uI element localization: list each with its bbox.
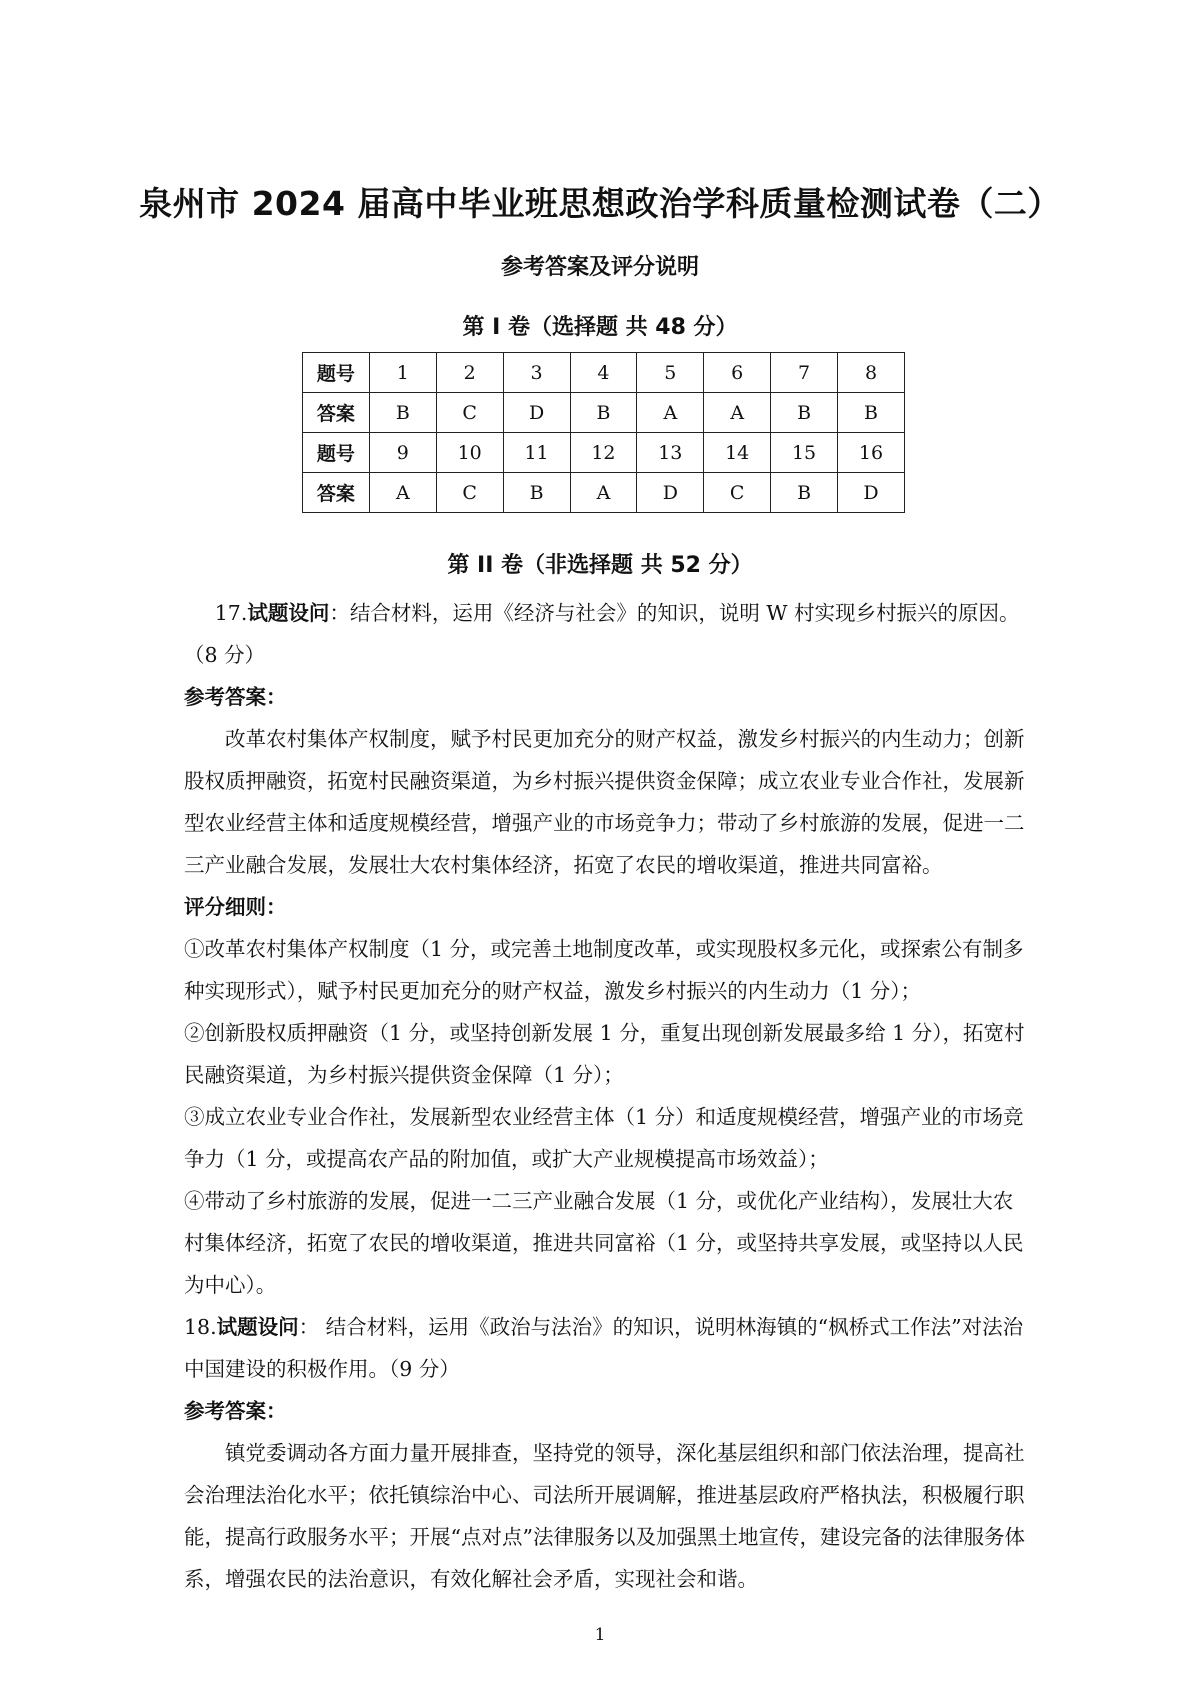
q18-text: ： 结合材料，运用《政治与法治》的知识，说明林海镇的“枫桥式工作法”对法治中国建设的积极作用。（9 分） — [184, 1315, 1024, 1381]
table-row — [303, 393, 905, 433]
table-row — [303, 473, 905, 513]
answer-cell: A — [570, 473, 637, 513]
part2-heading: 第 II 卷（非选择题 共 52 分） — [447, 553, 753, 578]
answer-cell: C — [436, 393, 503, 433]
answer-cell: B — [369, 393, 436, 433]
question-number-cell: 15 — [771, 433, 838, 473]
q18-label: 试题设问 — [216, 1315, 299, 1339]
q17-answer: 改革农村集体产权制度，赋予村民更加充分的财产权益，激发乡村振兴的内生动力；创新股权质押融资，拓宽村民融资渠道，为乡村振兴提供资金保障；成立农业专业合作社，发展新型农业经营主体和适度规模经营，增强产业的市场竞争力；带动了乡村旅游的发展，促进一二三产业融合发展，发展壮大农村集体经济，拓宽了农民的增收渠道，推进共同富裕。 — [184, 727, 1025, 877]
answer-table — [302, 352, 905, 513]
answer-content — [184, 592, 1032, 1600]
question-number-cell: 2 — [436, 353, 503, 393]
answer-cell: A — [704, 393, 771, 433]
question-number-cell: 3 — [503, 353, 570, 393]
question-number-cell: 7 — [771, 353, 838, 393]
answer-cell: B — [838, 393, 905, 433]
row-label: 题号 — [303, 433, 370, 473]
q17-label: 试题设问 — [247, 601, 330, 625]
table-row — [303, 433, 905, 473]
answer-cell: C — [704, 473, 771, 513]
q17-answer-heading: 参考答案： — [184, 685, 287, 709]
answer-cell: B — [503, 473, 570, 513]
question-number-cell: 8 — [838, 353, 905, 393]
question-number-cell: 4 — [570, 353, 637, 393]
question-number-cell: 5 — [637, 353, 704, 393]
row-label: 答案 — [303, 473, 370, 513]
answer-cell: C — [436, 473, 503, 513]
q17-scoring-item: ④带动了乡村旅游的发展，促进一二三产业融合发展（1 分，或优化产业结构），发展壮大农村集体经济，拓宽了农民的增收渠道，推进共同富裕（1 分，或坚持共享发展，或坚持以人民为中心）。 — [184, 1189, 1024, 1297]
q17-number: 17. — [214, 601, 248, 625]
question-number-cell: 16 — [838, 433, 905, 473]
document-title: 泉州市 2024 届高中毕业班思想政治学科质量检测试卷（二） — [139, 184, 1061, 223]
answer-cell: A — [369, 473, 436, 513]
q18-number: 18. — [184, 1315, 217, 1339]
part1-heading: 第 I 卷（选择题 共 48 分） — [462, 315, 738, 340]
answer-cell: D — [838, 473, 905, 513]
question-number-cell: 9 — [369, 433, 436, 473]
answer-cell: D — [503, 393, 570, 433]
q18-answer-heading: 参考答案： — [184, 1399, 287, 1423]
answer-cell: B — [771, 393, 838, 433]
question-number-cell: 6 — [704, 353, 771, 393]
answer-cell: D — [637, 473, 704, 513]
question-number-cell: 10 — [436, 433, 503, 473]
question-number-cell: 14 — [704, 433, 771, 473]
q17-text: ：结合材料，运用《经济与社会》的知识，说明 W 村实现乡村振兴的原因。（8 分） — [184, 601, 1020, 667]
answer-cell: A — [637, 393, 704, 433]
answer-cell: B — [771, 473, 838, 513]
q18-answer: 镇党委调动各方面力量开展排查，坚持党的领导，深化基层组织和部门依法治理，提高社会治理法治化水平；依托镇综治中心、司法所开展调解，推进基层政府严格执法，积极履行职能，提高行政服务水平；开展“点对点”法律服务以及加强黑土地宣传，建设完备的法律服务体系，增强农民的法治意识，有效化解社会矛盾，实现社会和谐。 — [184, 1441, 1025, 1591]
q17-scoring-heading: 评分细则： — [184, 895, 287, 919]
question-number-cell: 1 — [369, 353, 436, 393]
row-label: 题号 — [303, 353, 370, 393]
answer-cell: B — [570, 393, 637, 433]
question-number-cell: 13 — [637, 433, 704, 473]
question-number-cell: 11 — [503, 433, 570, 473]
q17-scoring-item: ③成立农业专业合作社，发展新型农业经营主体（1 分）和适度规模经营，增强产业的市场竞争力（1 分，或提高农产品的附加值，或扩大产业规模提高市场效益）； — [184, 1105, 1024, 1171]
row-label: 答案 — [303, 393, 370, 433]
q17-scoring-item: ①改革农村集体产权制度（1 分，或完善土地制度改革，或实现股权多元化，或探索公有制多种实现形式），赋予村民更加充分的财产权益，激发乡村振兴的内生动力（1 分）； — [184, 937, 1024, 1003]
page-number: 1 — [594, 1625, 606, 1645]
q17-scoring-item: ②创新股权质押融资（1 分，或坚持创新发展 1 分，重复出现创新发展最多给 1 分），拓宽村民融资渠道，为乡村振兴提供资金保障（1 分）； — [184, 1021, 1025, 1087]
table-row — [303, 353, 905, 393]
document-subtitle: 参考答案及评分说明 — [500, 255, 699, 280]
q18-prompt — [184, 1306, 1032, 1390]
q17-prompt — [184, 592, 1032, 676]
question-number-cell: 12 — [570, 433, 637, 473]
